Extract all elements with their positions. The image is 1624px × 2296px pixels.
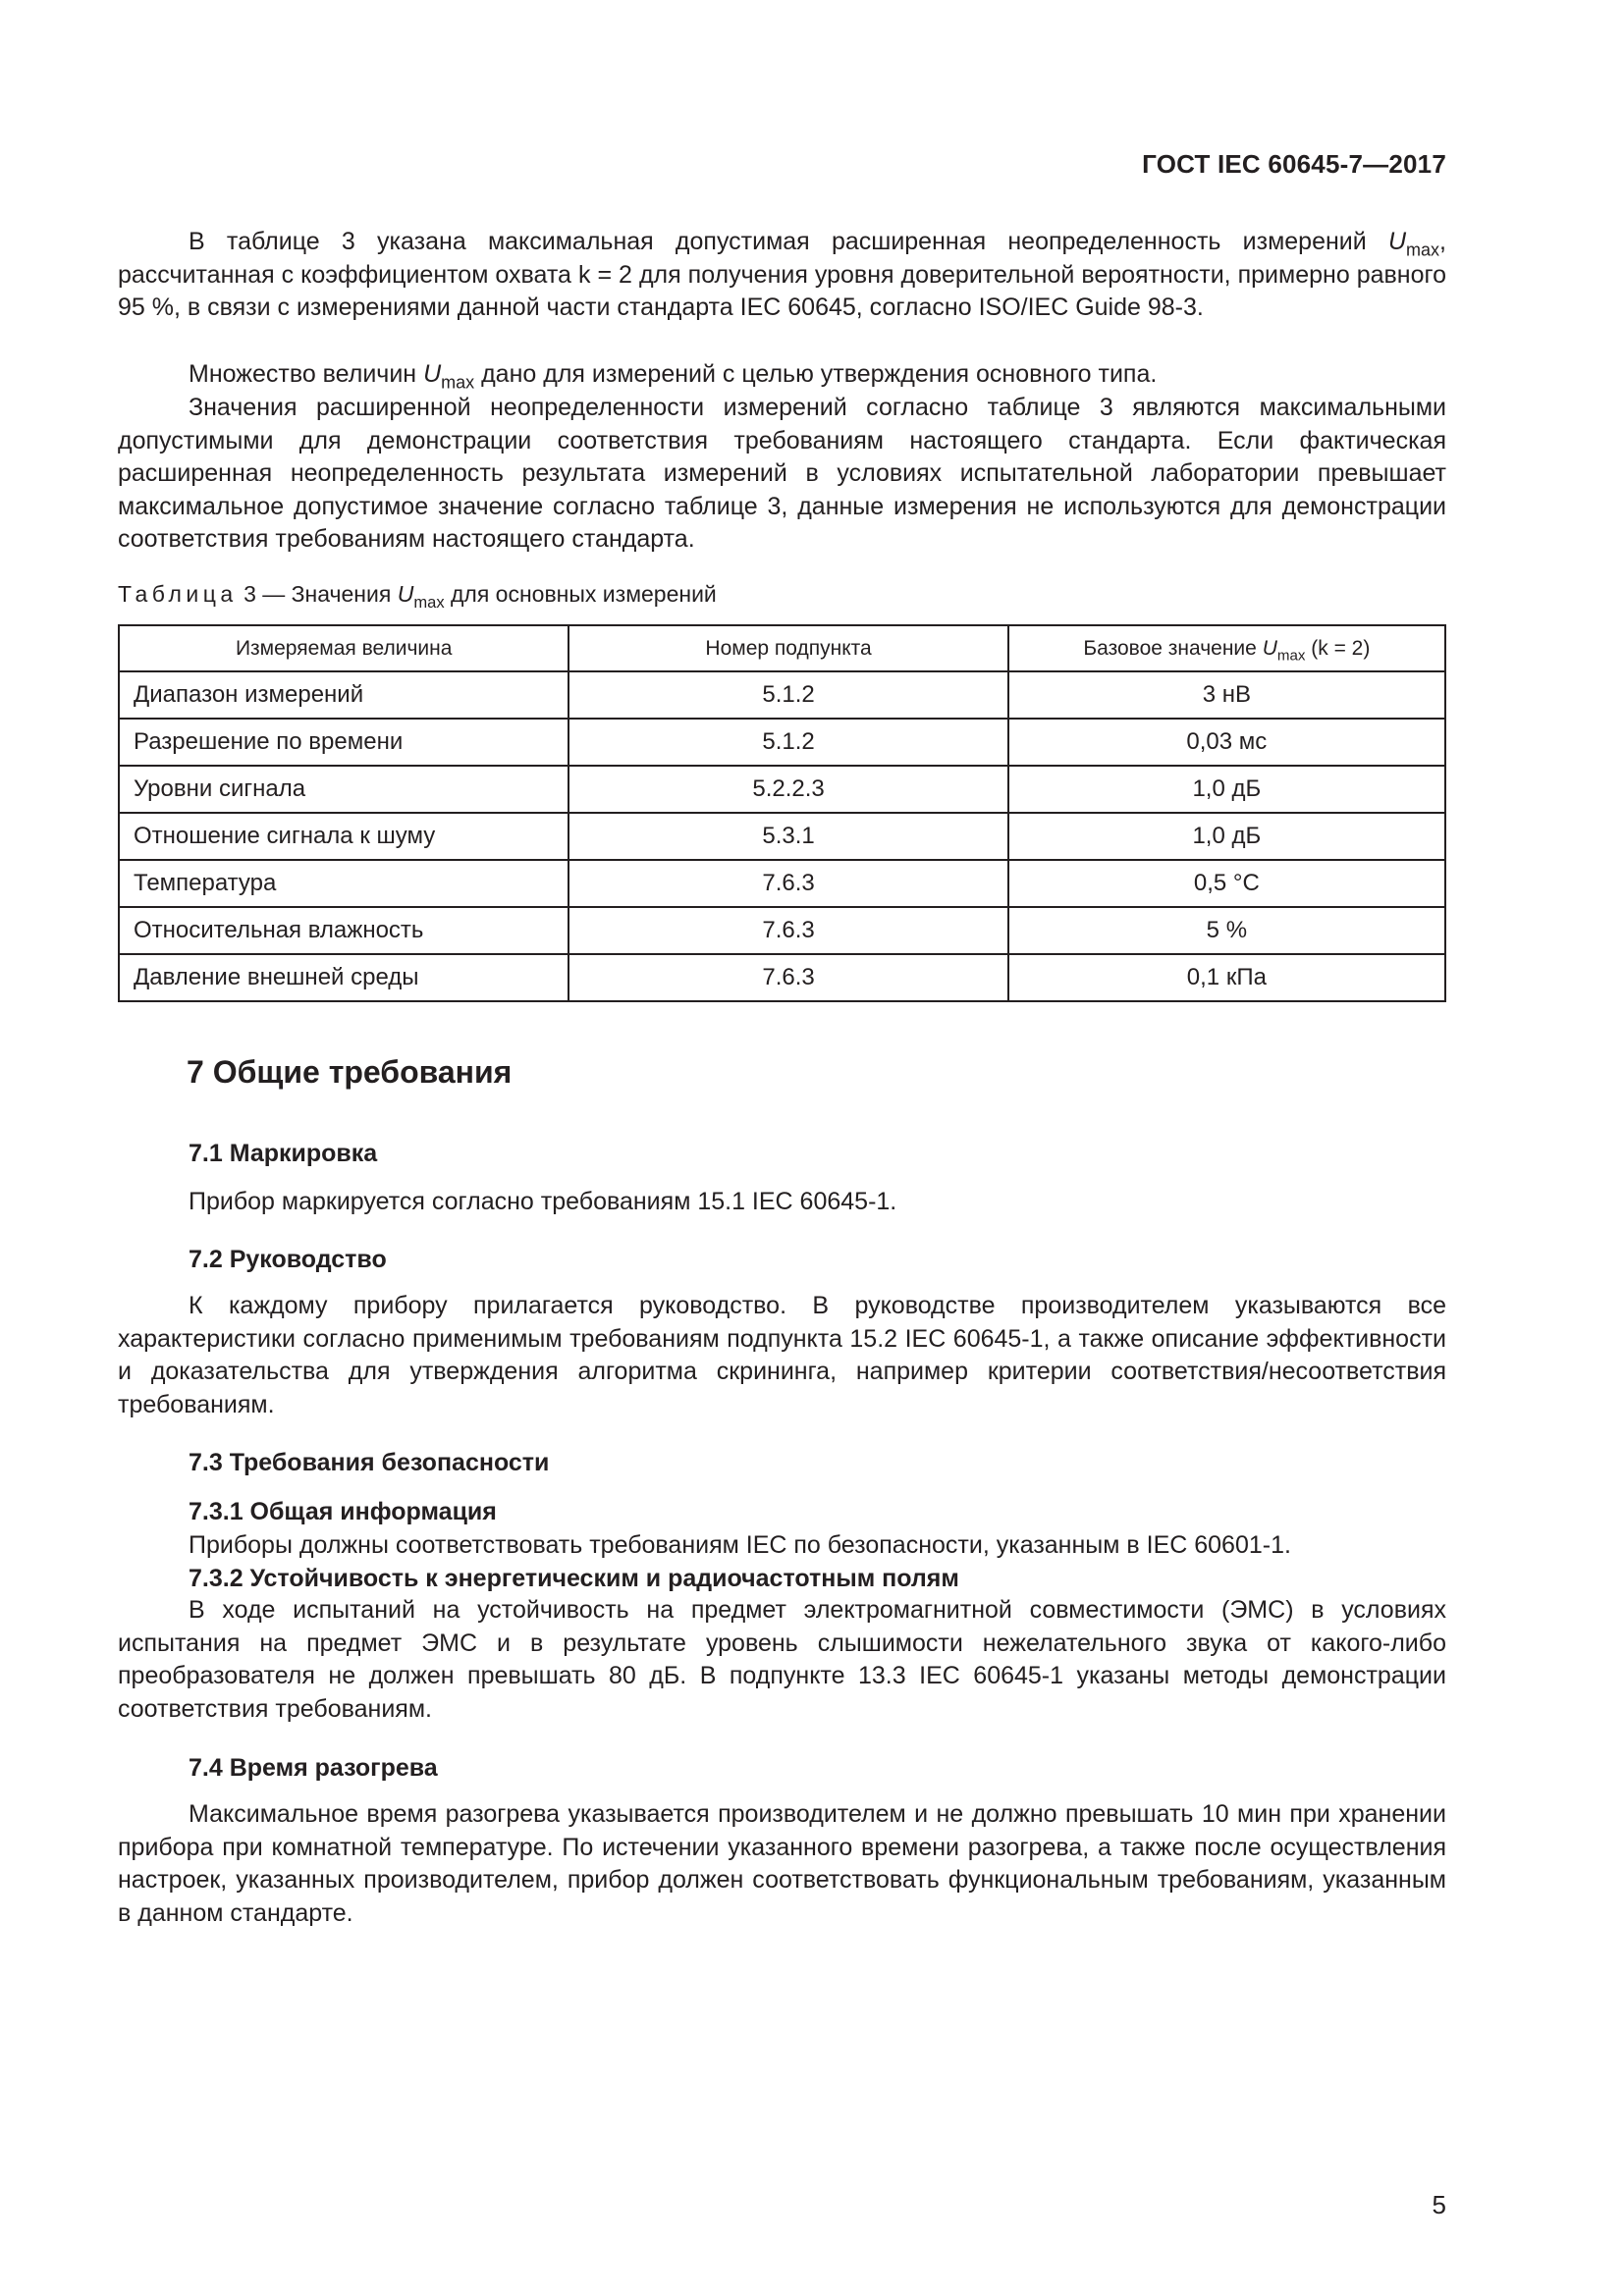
document-header: ГОСТ IEC 60645-7—2017 <box>1142 149 1446 179</box>
cell-clause: 7.6.3 <box>568 907 1007 954</box>
page-number: 5 <box>1432 2190 1446 2219</box>
cell-quantity: Давление внешней среды <box>119 954 568 1001</box>
table-row <box>119 860 1445 907</box>
table-row <box>119 671 1445 719</box>
table-row <box>119 954 1445 1001</box>
table-row <box>119 813 1445 860</box>
section-7-1-title: 7.1 Маркировка <box>189 1140 378 1167</box>
cell-value: 5 % <box>1008 907 1445 954</box>
measurement-uncertainty-table <box>118 624 1446 1002</box>
cell-clause: 7.6.3 <box>568 860 1007 907</box>
header-base-value: Базовое значение $U_{max}$ (k = 2) <box>1008 625 1445 671</box>
cell-value: 1,0 дБ <box>1008 766 1445 813</box>
intro-paragraph-3: Значения расширенной неопределенности измерений согласно таблице 3 являются максимальными допустимыми для демонстрации соответствия требованиям настоящего стандарта. Если фактическая расширенная неопределенность результата измерений в условиях испытательной лаборатории превышает максимальное допустимое значение согласно таблице 3, данные измерения не используются для демонстрации соответствия требованиям настоящего стандарта. <box>118 394 1446 554</box>
intro-paragraph-1: В таблице 3 указана максимальная допустимая расширенная неопределенность измерений $U_{max}$, рассчитанная с коэффициентом охвата k = 2 для получения уровня доверительной вероятности, примерно равного 95 %, в связи с измерениями данной части стандарта IEC 60645, согласно ISO/IEC Guide 98-3. <box>118 228 1446 322</box>
cell-value: 0,5 °C <box>1008 860 1445 907</box>
cell-quantity: Диапазон измерений <box>119 671 568 719</box>
cell-value: 0,03 мс <box>1008 719 1445 766</box>
cell-clause: 5.3.1 <box>568 813 1007 860</box>
section-7-title: 7 Общие требования <box>187 1054 513 1090</box>
cell-quantity: Температура <box>119 860 568 907</box>
intro-paragraph-2: Множество величин $U_{max}$ дано для измерений с целью утверждения основного типа. <box>189 360 1158 393</box>
section-7-3-2-text: В ходе испытаний на устойчивость на предмет электромагнитной совместимости (ЭМС) в условиях испытания на предмет ЭМС и в результате уровень слышимости нежелательного звука от какого-либо преобразователя не должен превышать 80 дБ. В подпункте 13.3 IEC 60645-1 указаны методы демонстрации соответствия требованиям. <box>118 1596 1446 1723</box>
section-7-3-title: 7.3 Требования безопасности <box>189 1449 550 1476</box>
cell-clause: 5.1.2 <box>568 719 1007 766</box>
table-caption: Таблица 3 — Значения $U_{max}$ для основных измерений <box>118 581 717 612</box>
header-clause: Номер подпункта <box>568 625 1007 671</box>
header-quantity: Измеряемая величина <box>119 625 568 671</box>
cell-clause: 7.6.3 <box>568 954 1007 1001</box>
cell-quantity: Разрешение по времени <box>119 719 568 766</box>
section-7-2-title: 7.2 Руководство <box>189 1246 387 1273</box>
cell-quantity: Относительная влажность <box>119 907 568 954</box>
section-7-4-title: 7.4 Время разогрева <box>189 1754 438 1782</box>
section-7-3-2-title: 7.3.2 Устойчивость к энергетическим и радиочастотным полям <box>189 1565 959 1592</box>
cell-clause: 5.1.2 <box>568 671 1007 719</box>
section-7-3-1-text: Приборы должны соответствовать требованиям IEC по безопасности, указанным в IEC 60601-1. <box>189 1531 1291 1559</box>
section-7-3-1-title: 7.3.1 Общая информация <box>189 1498 497 1525</box>
cell-quantity: Уровни сигнала <box>119 766 568 813</box>
table-row <box>119 766 1445 813</box>
cell-clause: 5.2.2.3 <box>568 766 1007 813</box>
section-7-2-text: К каждому прибору прилагается руководство. В руководстве производителем указываются все характеристики согласно применимым требованиям подпункта 15.2 IEC 60645-1, а также описание эффективности и доказательства для утверждения алгоритма скрининга, например критерии соответствия/несоответствия требованиям. <box>118 1292 1446 1418</box>
cell-value: 0,1 кПа <box>1008 954 1445 1001</box>
section-7-4-text: Максимальное время разогрева указывается производителем и не должно превышать 10 мин при хранении прибора при комнатной температуре. По истечении указанного времени разогрева, а также после осуществления настроек, указанных производителем, прибор должен соответствовать функциональным требованиям, указанным в данном стандарте. <box>118 1800 1446 1927</box>
cell-value: 3 нВ <box>1008 671 1445 719</box>
document-page <box>118 0 1446 2296</box>
table-header-row <box>119 625 1445 671</box>
section-7-1-text: Прибор маркируется согласно требованиям 15.1 IEC 60645-1. <box>189 1188 897 1215</box>
table-row <box>119 907 1445 954</box>
cell-value: 1,0 дБ <box>1008 813 1445 860</box>
table-row <box>119 719 1445 766</box>
cell-quantity: Отношение сигнала к шуму <box>119 813 568 860</box>
